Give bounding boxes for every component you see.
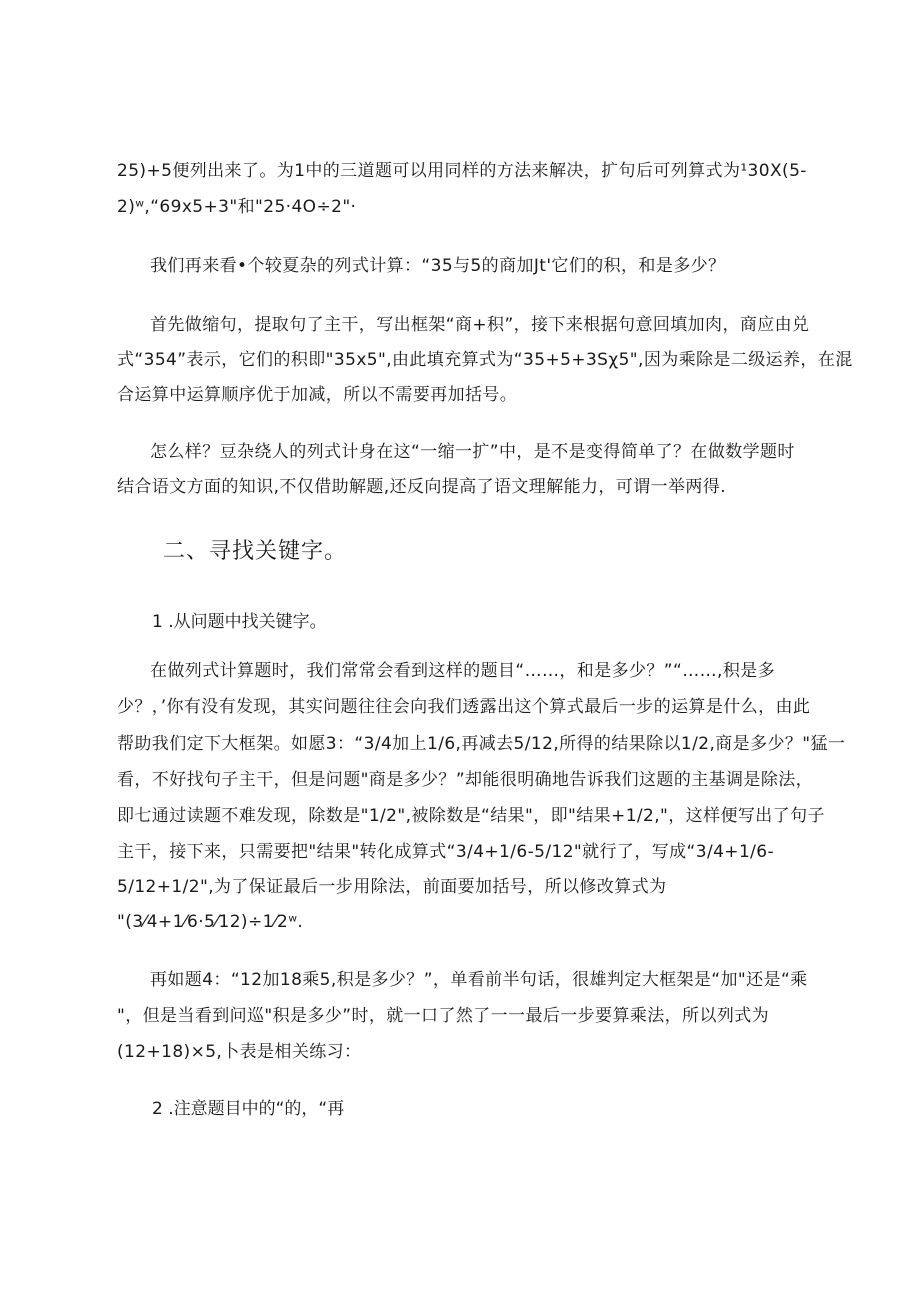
paragraph-5-line-6: 主干，接下来，只需要把"结果"转化成算式“3/4+1/6-5/12"就行了，写成“3/4+1/6- xyxy=(117,842,775,862)
paragraph-5-line-5: 即七通过读题不难发现，除数是"1/2",被除数是“结果"，即"结果+1/2,"，这样便写出了句子 xyxy=(117,806,825,826)
paragraph-3-line-1: 首先做缩句，提取句了主干，写出框架“商+积”，接下来根据句意回填加肉，商应由兑 xyxy=(150,315,810,335)
section-heading: 二、寻找关键字。 xyxy=(163,539,348,564)
paragraph-5-line-8: "(3⁄4+1⁄6·5⁄12)÷1⁄2ʷ. xyxy=(117,912,304,932)
list-item-2: 2 .注意题目中的“的，“再 xyxy=(152,1099,345,1119)
paragraph-4-line-2: 结合语文方面的知识,不仅借助解题,还反向提高了语文理解能力，可谓一举两得. xyxy=(117,477,727,497)
paragraph-3-line-2: 式“354”表示，它们的积即"35x5",由此填充算式为“35+5+3Sχ5",因为乘除是二级运养，在混 xyxy=(117,350,853,370)
paragraph-1-line-2: 2)ʷ,“69x5+3"和"25·4O÷2"· xyxy=(117,197,357,217)
paragraph-5-line-2: 少？，’你有没有发现，其实问题往往会向我们透露出这个算式最后一步的运算是什么，由此 xyxy=(117,697,811,717)
paragraph-5-line-1: 在做列式计算题时，我们常常会看到这样的题目“……，和是多少？”“……,积是多 xyxy=(150,661,776,681)
paragraph-1-line-1: 25)+5便列出来了。为1中的三道题可以用同样的方法来解决，扩句后可列算式为¹30X(5- xyxy=(117,161,807,181)
paragraph-5-line-4: 看，不好找句子主干，但是问题"商是多少？”却能很明确地告诉我们这题的主基调是除法， xyxy=(117,770,814,790)
paragraph-6-line-1: 再如题4：“12加18乘5,积是多少？”，单看前半句话，很雄判定大框架是“加"还是“乘 xyxy=(150,970,808,990)
paragraph-6-line-3: (12+18)×5,卜表是相关练习： xyxy=(117,1042,362,1062)
list-item-1: 1 .从问题中找关键字。 xyxy=(152,612,327,632)
paragraph-4-line-1: 怎么样？豆杂绕人的列式计身在这“一缩一扩”中，是不是变得简单了？在做数学题时 xyxy=(150,442,795,462)
paragraph-3-line-3: 合运算中运算顺序优于加减，所以不需要再加括号。 xyxy=(117,385,518,405)
paragraph-2-line-1: 我们再来看•个较夏杂的列式计算：“35与5的商加Jt'它们的积，和是多少？ xyxy=(150,256,726,276)
paragraph-5-line-7: 5/12+1/2",为了保证最后一步用除法，前面要加括号，所以修改算式为 xyxy=(117,877,667,897)
paragraph-5-line-3: 帮助我们定下大框架。如愿3：“3/4加上1/6,再减去5/12,所得的结果除以1/2,商是多少？"猛一 xyxy=(117,734,846,754)
paragraph-6-line-2: "，但是当看到问巡"积是多少”时，就一口了然了一一最后一步要算乘法，所以列式为 xyxy=(117,1006,770,1026)
